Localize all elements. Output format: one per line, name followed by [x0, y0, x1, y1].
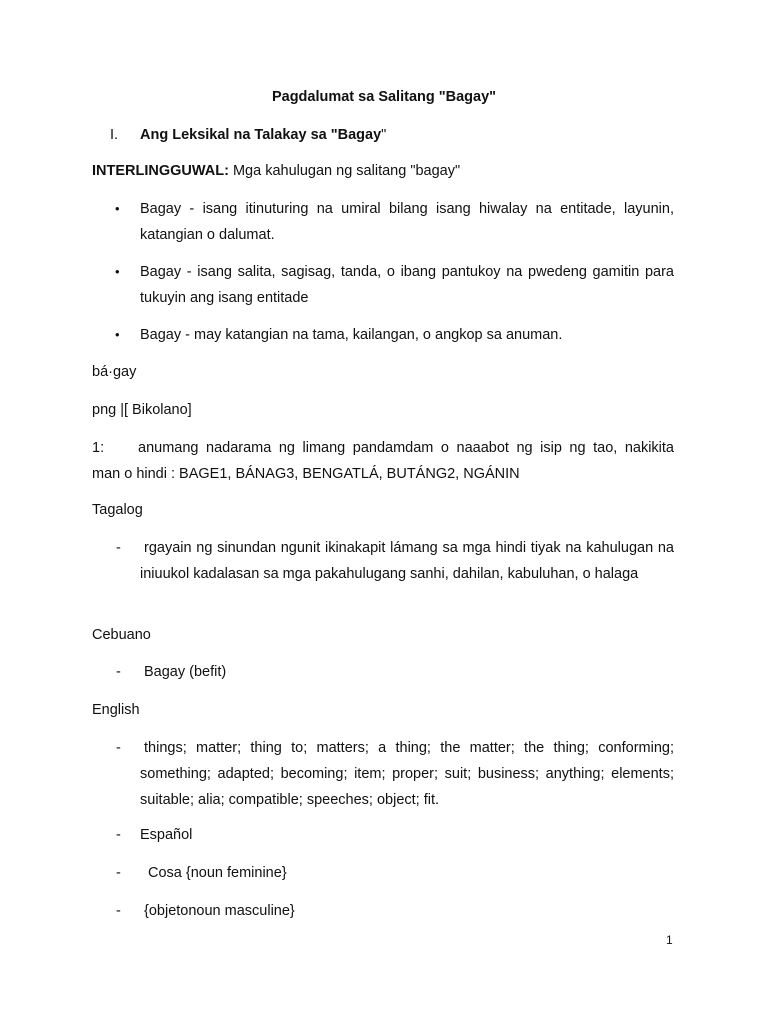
bullet-icon: • [115, 264, 120, 279]
entry-headword: bá·gay [92, 364, 137, 380]
dash-icon: - [116, 903, 121, 919]
bullet-item-3: Bagay - may katangian na tama, kailangan, o angkop sa anuman. [140, 327, 563, 343]
entry-part-of-speech: png |[ Bikolano] [92, 402, 192, 418]
english-definition: things; matter; thing to; matters; a thing; the matter; the thing; conforming; something; adapted; becoming; item; proper; suit; business; anything; elements; suitable; alia; compatible; speeches; object; fit. [140, 740, 674, 808]
interlingual-line [92, 158, 674, 184]
tagalog-definition: rgayain ng sinundan ngunit ikinakapit lámang sa mga hindi tiyak na kahulugan na iniuukol kadalasan sa mga pakahulugang sanhi, dahilan, kabuluhan, o halaga [140, 540, 674, 582]
entry-sense-number: 1: [92, 440, 105, 456]
entry-sense-first-line [92, 435, 674, 461]
dash-icon: - [116, 827, 121, 843]
dash-icon: - [116, 740, 121, 756]
section-numeral: I. [110, 127, 119, 143]
dash-icon: - [116, 865, 121, 881]
interlingual-text: Mga kahulugan ng salitang "bagay" [228, 163, 461, 179]
bullet-item-1: Bagay - isang itinuturing na umiral bilang isang hiwalay na entitade, layunin, katangian o dalumat. [140, 201, 674, 243]
bullet-icon: • [115, 201, 120, 216]
bullet-icon: • [115, 327, 120, 342]
extra-item-objeto: {objetonoun masculine} [144, 903, 295, 919]
section-heading-text: Ang Leksikal na Talakay sa " [140, 127, 338, 143]
section-heading-word: Bagay [337, 127, 382, 143]
page-number: 1 [666, 933, 673, 947]
entry-sense-text: anumang nadarama ng limang pandamdam o naaabot ng isip ng tao, nakikita [138, 440, 674, 456]
title-text: Pagdalumat sa Salitang " [271, 89, 446, 105]
dash-icon: - [116, 540, 121, 556]
entry-sense-continuation: man o hindi : BAGE1, BÁNAG3, BENGATLÁ, BUTÁNG2, NGÁNIN [92, 466, 520, 482]
interlingual-label: INTERLINGGUWAL: [92, 163, 229, 179]
cebuano-definition: Bagay (befit) [144, 664, 227, 680]
entry-sense [92, 435, 674, 487]
language-label-english: English [92, 702, 140, 718]
section-heading-close-quote: " [381, 127, 387, 143]
bullet-item-2: Bagay - isang salita, sagisag, tanda, o ibang pantukoy na pwedeng gamitin para tukuyin ang isang entitade [140, 264, 674, 306]
language-label-tagalog: Tagalog [92, 502, 143, 518]
dash-icon: - [116, 664, 121, 680]
extra-item-cosa: Cosa {noun feminine} [148, 865, 287, 881]
title-word: Bagay [445, 89, 490, 105]
section-heading [140, 122, 386, 148]
language-label-cebuano: Cebuano [92, 627, 151, 643]
title-close-quote: " [489, 89, 497, 105]
document-title [0, 84, 768, 110]
extra-item-espanol: Español [140, 827, 193, 843]
